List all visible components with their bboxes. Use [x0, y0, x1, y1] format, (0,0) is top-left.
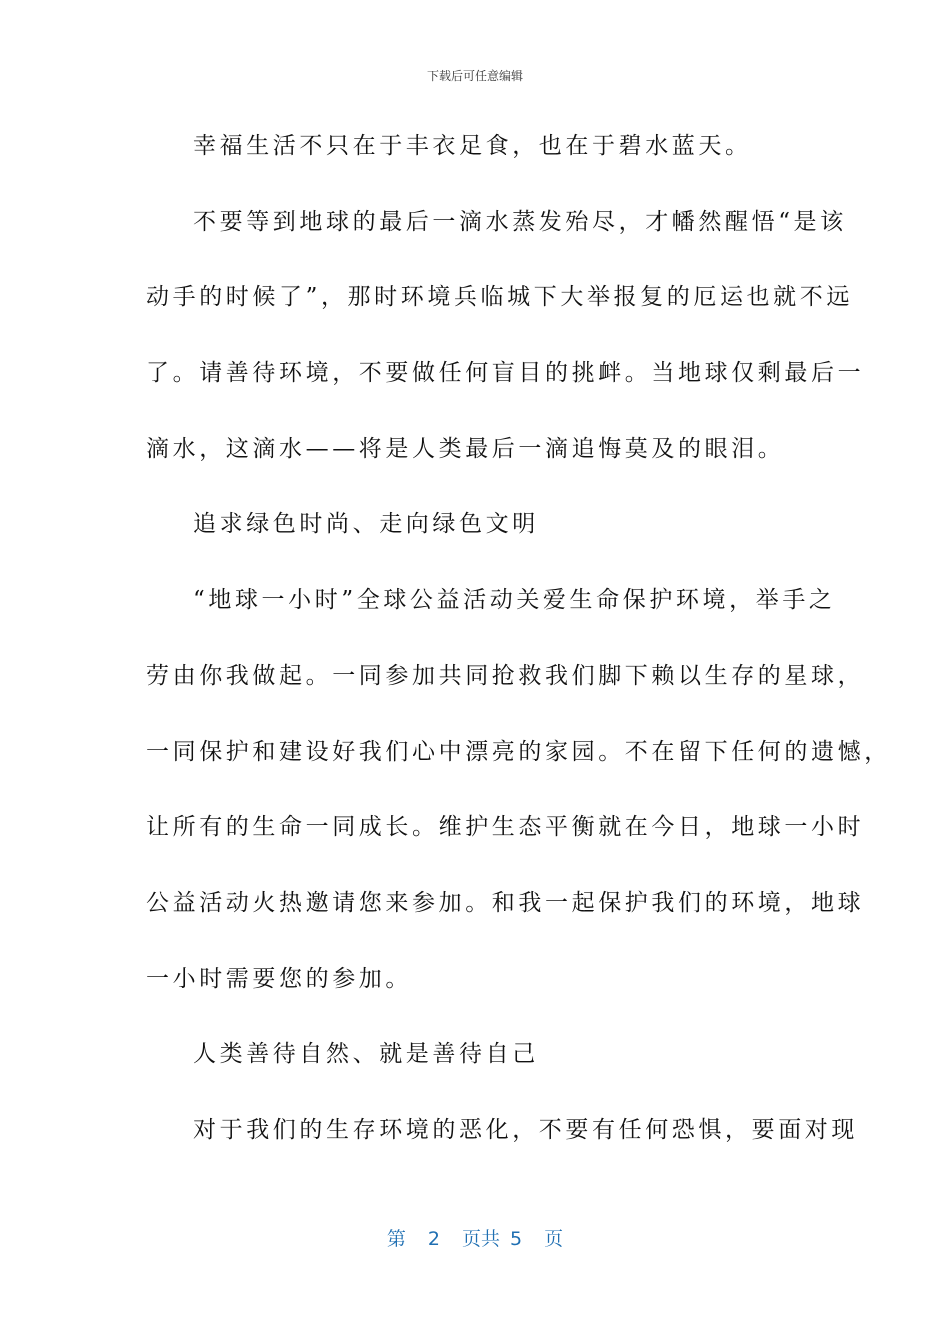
paragraph-line: 不要等到地球的最后一滴水蒸发殆尽，才幡然醒悟“是该	[193, 208, 847, 235]
paragraph-line: 动手的时候了”，那时环境兵临城下大举报复的厄运也就不远	[146, 284, 853, 311]
current-page-number: 2	[427, 1228, 440, 1250]
document-body	[146, 123, 891, 1183]
paragraph-line: 幸福生活不只在于丰衣足食，也在于碧水蓝天。	[193, 133, 752, 159]
section-heading: 追求绿色时尚、走向绿色文明	[193, 511, 539, 538]
total-pages-number: 5	[510, 1228, 523, 1250]
section-heading: 人类善待自然、就是善待自己	[193, 1041, 539, 1068]
paragraph-line: 一同保护和建设好我们心中漂亮的家园。不在留下任何的遗憾，	[146, 738, 891, 765]
paragraph-line: 让所有的生命一同成长。维护生态平衡就在今日，地球一小时	[146, 814, 865, 841]
page-label-prefix: 第	[386, 1228, 406, 1250]
paragraph-line: 一小时需要您的参加。	[146, 965, 412, 992]
page-label-mid: 页共	[461, 1228, 500, 1250]
paragraph-line: 滴水，这滴水——将是人类最后一滴追悔莫及的眼泪。	[146, 435, 785, 462]
paragraph-line: “地球一小时”全球公益活动关爱生命保护环境，举手之	[193, 587, 836, 614]
paragraph-line: 对于我们的生存环境的恶化，不要有任何恐惧，要面对现	[193, 1116, 858, 1143]
page-label-suffix: 页	[544, 1228, 564, 1250]
paragraph-line: 了。请善待环境，不要做任何盲目的挑衅。当地球仅剩最后一	[146, 360, 865, 387]
page-footer	[0, 1224, 950, 1251]
paragraph-line: 公益活动火热邀请您来参加。和我一起保护我们的环境，地球	[146, 889, 865, 916]
paragraph-line: 劳由你我做起。一同参加共同抢救我们脚下赖以生存的星球，	[146, 662, 865, 689]
header-note: 下载后可任意编辑	[426, 69, 523, 83]
